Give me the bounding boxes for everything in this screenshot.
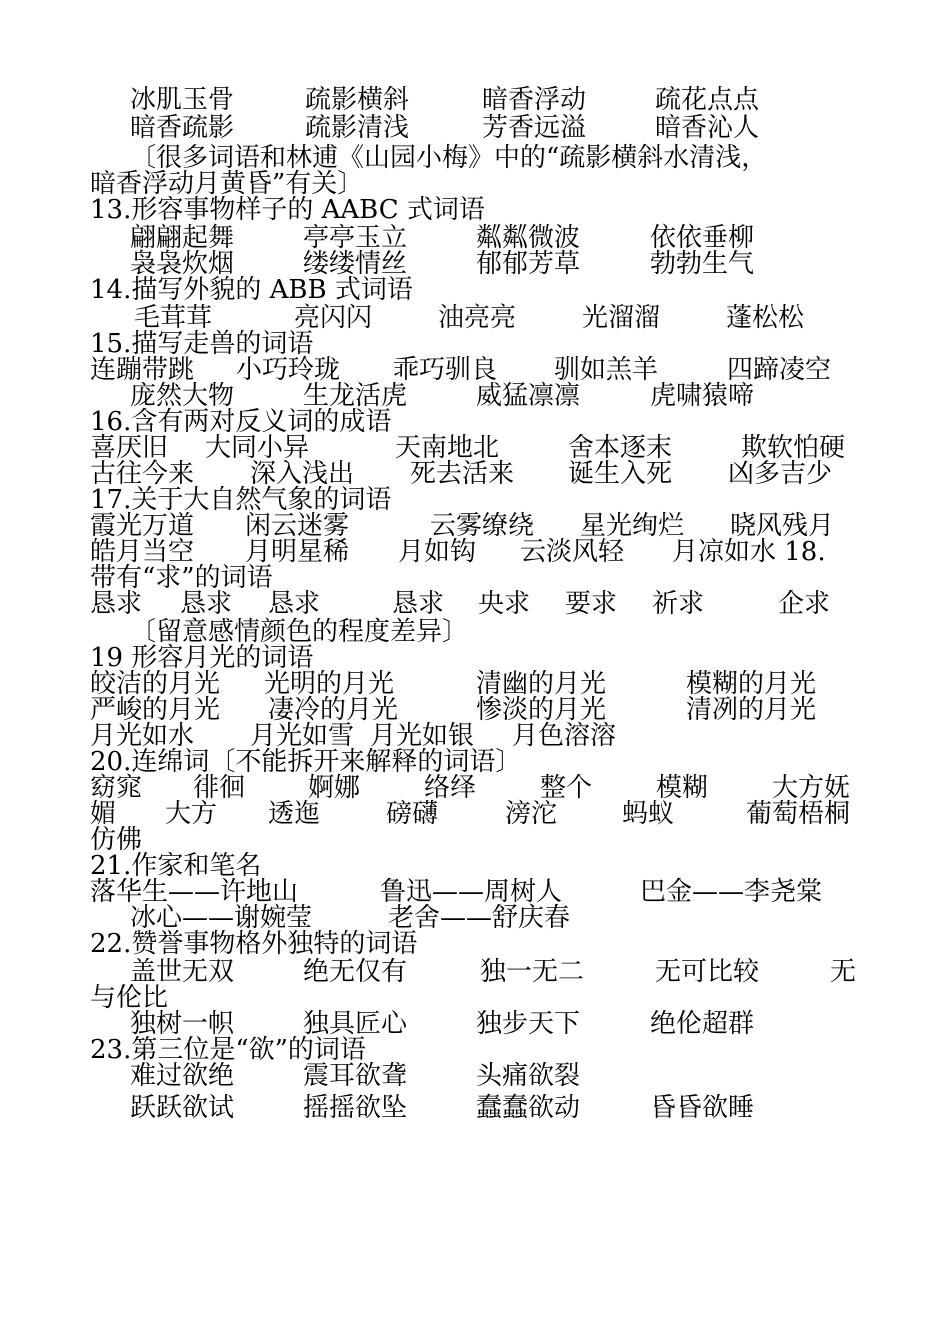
word-item: 独一无二 — [480, 957, 585, 987]
word-item: 依依垂柳 — [650, 223, 755, 253]
word-item: 带有“求”的词语 — [90, 563, 273, 593]
word-item: 皓月当空 — [90, 537, 195, 567]
word-item: 头痛欲裂 — [476, 1061, 581, 1091]
word-item: 晓风残月 — [730, 511, 835, 541]
word-item: 暗香疏影 — [130, 113, 235, 143]
word-item: 模糊 — [656, 773, 709, 803]
word-item: 暗香浮动 — [482, 85, 587, 115]
word-item: 疏影清浅 — [305, 113, 410, 143]
word-item: 绝伦超群 — [650, 1009, 755, 1039]
word-item: 祈求 — [652, 589, 705, 619]
word-item: 大方妩 — [772, 773, 851, 803]
word-item: 毛茸茸 — [134, 303, 213, 333]
word-item: 跃跃欲试 — [130, 1093, 235, 1123]
word-item: 暗香沁人 — [655, 113, 760, 143]
word-item: 乖巧驯良 — [393, 355, 498, 385]
word-item: 生龙活虎 — [303, 381, 408, 411]
word-item: 死去活来 — [410, 459, 515, 489]
word-item: 亮闪闪 — [294, 303, 373, 333]
word-item: 无 — [830, 957, 857, 987]
word-item: 天南地北 — [395, 433, 500, 463]
word-item: 蓬松松 — [726, 303, 805, 333]
word-item: 月光如水 — [90, 721, 195, 751]
word-item: 暗香浮动月黄昏”有关〕 — [90, 169, 364, 199]
word-item: 连蹦带跳 — [90, 355, 195, 385]
word-item: 磅礴 — [386, 799, 439, 829]
word-item: 媚 — [90, 799, 117, 829]
word-item: 驯如羔羊 — [554, 355, 659, 385]
word-item: 古往今来 — [90, 459, 195, 489]
word-item: 疏花点点 — [655, 85, 760, 115]
word-item: 粼粼微波 — [476, 223, 581, 253]
word-item: 13.形容事物样子的 AABC 式词语 — [90, 195, 485, 225]
word-item: 芳香远溢 — [482, 113, 587, 143]
word-item: 缕缕情丝 — [303, 249, 408, 279]
word-item: 仿佛 — [90, 825, 143, 855]
word-item: 老舍——舒庆春 — [388, 903, 571, 933]
word-item: 月光如雪 — [250, 721, 355, 751]
word-item: 亭亭玉立 — [303, 223, 408, 253]
word-item: 疏影横斜 — [305, 85, 410, 115]
word-item: 月如钩 — [398, 537, 477, 567]
word-item: 凄冷的月光 — [268, 695, 399, 725]
word-item: 窈窕 — [90, 773, 143, 803]
word-item: 绝无仅有 — [303, 957, 408, 987]
word-item: 恳求 — [180, 589, 233, 619]
word-item: 喜厌旧 — [90, 433, 169, 463]
word-item: 皎洁的月光 — [90, 669, 221, 699]
word-item: 〔很多词语和林逋《山园小梅》中的“疏影横斜水清浅， — [130, 143, 768, 173]
word-item: 17.关于大自然气象的词语 — [90, 485, 392, 515]
word-item: 恳求 — [90, 589, 143, 619]
word-item: 21.作家和笔名 — [90, 851, 262, 881]
word-item: 20.连绵词〔不能拆开来解释的词语〕 — [90, 747, 522, 777]
word-item: 欺软怕硬 — [741, 433, 846, 463]
word-item: 络绎 — [424, 773, 477, 803]
word-item: 15.描写走兽的词语 — [90, 329, 314, 359]
word-item: 惨淡的月光 — [476, 695, 607, 725]
word-item: 冰肌玉骨 — [130, 85, 235, 115]
word-item: 深入浅出 — [250, 459, 355, 489]
word-item: 独步天下 — [476, 1009, 581, 1039]
word-item: 徘徊 — [193, 773, 246, 803]
word-item: 云雾缭绕 — [430, 511, 535, 541]
word-item: 要求 — [565, 589, 618, 619]
word-item: 〔留意感情颜色的程度差异〕 — [130, 617, 469, 647]
word-item: 恳求 — [392, 589, 445, 619]
word-item: 清冽的月光 — [686, 695, 817, 725]
word-item: 庞然大物 — [130, 381, 235, 411]
word-item: 婀娜 — [308, 773, 361, 803]
word-item: 16.含有两对反义词的成语 — [90, 407, 392, 437]
word-item: 14.描写外貌的 ABB 式词语 — [90, 275, 413, 305]
word-item: 蠢蠢欲动 — [476, 1093, 581, 1123]
word-item: 星光绚烂 — [580, 511, 685, 541]
word-item: 冰心——谢婉莹 — [130, 903, 313, 933]
word-item: 无可比较 — [655, 957, 760, 987]
word-item: 凶多吉少 — [728, 459, 833, 489]
word-item: 23.第三位是“欲”的词语 — [90, 1035, 366, 1065]
word-item: 恳求 — [268, 589, 321, 619]
word-item: 舍本逐末 — [568, 433, 673, 463]
word-item: 清幽的月光 — [476, 669, 607, 699]
word-item: 19 形容月光的词语 — [90, 643, 314, 673]
word-item: 光明的月光 — [264, 669, 395, 699]
word-item: 威猛凛凛 — [476, 381, 581, 411]
word-item: 油亮亮 — [438, 303, 517, 333]
word-item: 整个 — [540, 773, 593, 803]
word-item: 诞生入死 — [568, 459, 673, 489]
word-item: 月凉如水 18. — [672, 537, 826, 567]
word-item: 巴金——李尧棠 — [640, 877, 823, 907]
word-item: 22.赞誉事物格外独特的词语 — [90, 929, 418, 959]
word-item: 月明星稀 — [245, 537, 350, 567]
word-item: 大同小异 — [205, 433, 310, 463]
word-item: 落华生——许地山 — [90, 877, 299, 907]
word-item: 企求 — [778, 589, 831, 619]
word-item: 月光如银 — [370, 721, 475, 751]
word-item: 大方 — [165, 799, 218, 829]
word-item: 独具匠心 — [303, 1009, 408, 1039]
word-item: 独树一帜 — [130, 1009, 235, 1039]
word-item: 光溜溜 — [582, 303, 661, 333]
word-item: 摇摇欲坠 — [303, 1093, 408, 1123]
word-item: 袅袅炊烟 — [130, 249, 235, 279]
word-item: 虎啸猿啼 — [650, 381, 755, 411]
word-item: 滂沱 — [505, 799, 558, 829]
word-item: 央求 — [478, 589, 531, 619]
word-item: 昏昏欲睡 — [650, 1093, 755, 1123]
word-item: 四蹄凌空 — [727, 355, 832, 385]
word-item: 霞光万道 — [90, 511, 195, 541]
word-item: 模糊的月光 — [686, 669, 817, 699]
word-item: 勃勃生气 — [650, 249, 755, 279]
word-item: 云淡风轻 — [520, 537, 625, 567]
word-item: 小巧玲珑 — [236, 355, 341, 385]
word-item: 鲁迅——周树人 — [380, 877, 563, 907]
word-item: 盖世无双 — [130, 957, 235, 987]
word-item: 郁郁芳草 — [476, 249, 581, 279]
word-item: 月色溶溶 — [512, 721, 617, 751]
word-item: 难过欲绝 — [130, 1061, 235, 1091]
word-item: 闲云迷雾 — [245, 511, 350, 541]
word-item: 震耳欲聋 — [303, 1061, 408, 1091]
word-item: 与伦比 — [90, 983, 169, 1013]
word-item: 蚂蚁 — [622, 799, 675, 829]
word-item: 严峻的月光 — [90, 695, 221, 725]
word-item: 透迤 — [268, 799, 321, 829]
word-item: 葡萄梧桐 — [746, 799, 851, 829]
word-item: 翩翩起舞 — [130, 223, 235, 253]
